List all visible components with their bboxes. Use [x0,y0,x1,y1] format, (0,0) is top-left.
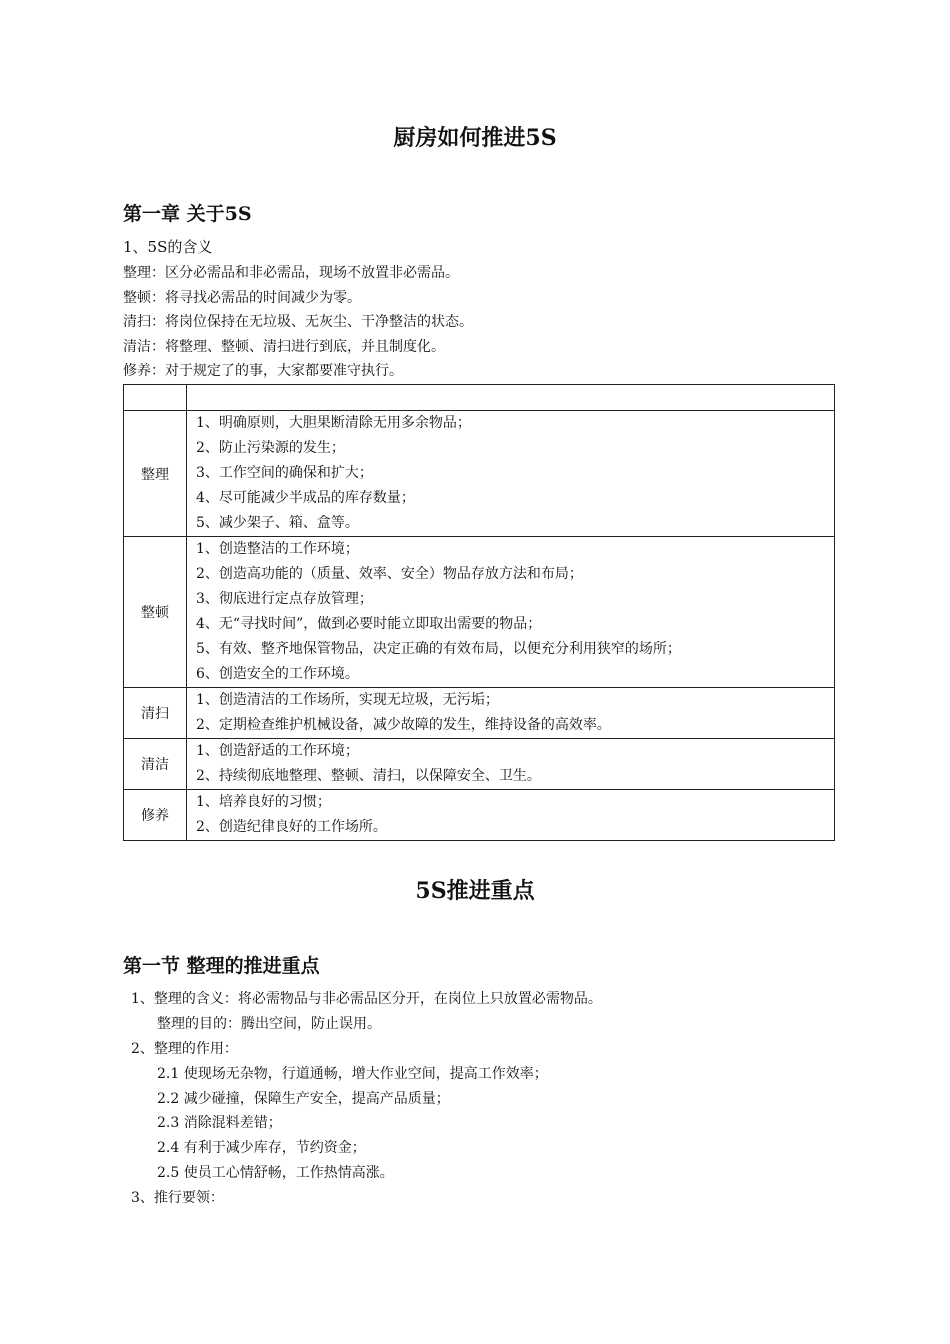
row-key-cell: 清洁 [124,739,187,790]
row-content-cell [187,688,835,739]
section-title: 5S推进重点 [415,878,535,904]
cell-line: 2、防止污染源的发生； [196,440,345,456]
item-2: 2、整理的作用： [131,1041,238,1057]
definition-line: 修养：对于规定了的事，大家都要准守执行。 [123,363,403,379]
table-row [124,739,835,790]
table-header-cell [124,385,187,411]
definition-line: 清扫：将岗位保持在无垃圾、无灰尘、干净整洁的状态。 [123,314,473,330]
item-3: 3、推行要领： [131,1190,224,1206]
row-key-cell: 整顿 [124,537,187,688]
table-row [124,537,835,688]
sub-item: 2.3 消除混料差错； [157,1115,282,1132]
definitions-list [123,261,473,384]
cell-line: 2、创造纪律良好的工作场所。 [196,819,387,835]
definition-line: 整顿：将寻找必需品的时间减少为零。 [123,289,361,306]
row-key-cell: 清扫 [124,688,187,739]
row-key-cell: 整理 [124,411,187,537]
cell-line: 2、定期检查维护机械设备，减少故障的发生，维持设备的高效率。 [196,717,611,733]
cell-line: 5、减少架子、箱、盒等。 [196,515,359,531]
sub-item: 2.4 有利于减少库存，节约资金； [157,1140,366,1157]
sub-item: 2.1 使现场无杂物，行道通畅，增大作业空间，提高工作效率； [157,1066,548,1082]
5s-table [123,384,835,841]
meaning-heading: 1、5S的含义 [123,238,213,256]
row-content-cell [187,411,835,537]
cell-line: 1、培养良好的习惯； [196,794,331,810]
row-content-cell [187,537,835,688]
sub-item-list [157,1062,548,1186]
cell-line: 3、工作空间的确保和扩大； [196,465,373,481]
row-content-cell [187,739,835,790]
sub-item: 2.5 使员工心情舒畅，工作热情高涨。 [157,1164,394,1181]
table-header-cell [187,385,835,411]
cell-line: 4、无“寻找时间”，做到必要时能立即取出需要的物品； [196,616,542,632]
cell-line: 2、创造高功能的（质量、效率、安全）物品存放方法和布局； [196,566,583,582]
sub-item: 2.2 减少碰撞，保障生产安全，提高产品质量； [157,1090,450,1107]
section-heading: 第一节 整理的推进重点 [123,955,320,977]
document-title: 厨房如何推进5S [393,125,557,151]
definition-line: 整理：区分必需品和非必需品，现场不放置非必需品。 [123,265,459,281]
item-1: 1、整理的含义：将必需物品与非必需品区分开，在岗位上只放置必需物品。 [131,991,602,1007]
cell-line: 1、创造整洁的工作环境； [196,541,359,557]
cell-line: 5、有效、整齐地保管物品，决定正确的有效布局，以便充分利用狭窄的场所； [196,641,681,657]
definition-line: 清洁：将整理、整顿、清扫进行到底，并且制度化。 [123,338,445,355]
cell-line: 1、创造清洁的工作场所，实现无垃圾，无污垢； [196,692,499,708]
row-content-cell [187,790,835,841]
cell-line: 3、彻底进行定点存放管理； [196,591,373,607]
chapter-heading: 第一章 关于5S [123,203,252,225]
item-1-purpose: 整理的目的：腾出空间，防止误用。 [157,1016,381,1032]
table-row [124,790,835,841]
cell-line: 4、尽可能减少半成品的库存数量； [196,490,415,506]
cell-line: 1、明确原则，大胆果断清除无用多余物品； [196,415,471,431]
cell-line: 2、持续彻底地整理、整顿、清扫，以保障安全、卫生。 [196,768,541,784]
cell-line: 1、创造舒适的工作环境； [196,743,359,759]
cell-line: 6、创造安全的工作环境。 [196,666,359,682]
table-row [124,411,835,537]
row-key-cell: 修养 [124,790,187,841]
table-row [124,688,835,739]
table-header-row [124,385,835,411]
